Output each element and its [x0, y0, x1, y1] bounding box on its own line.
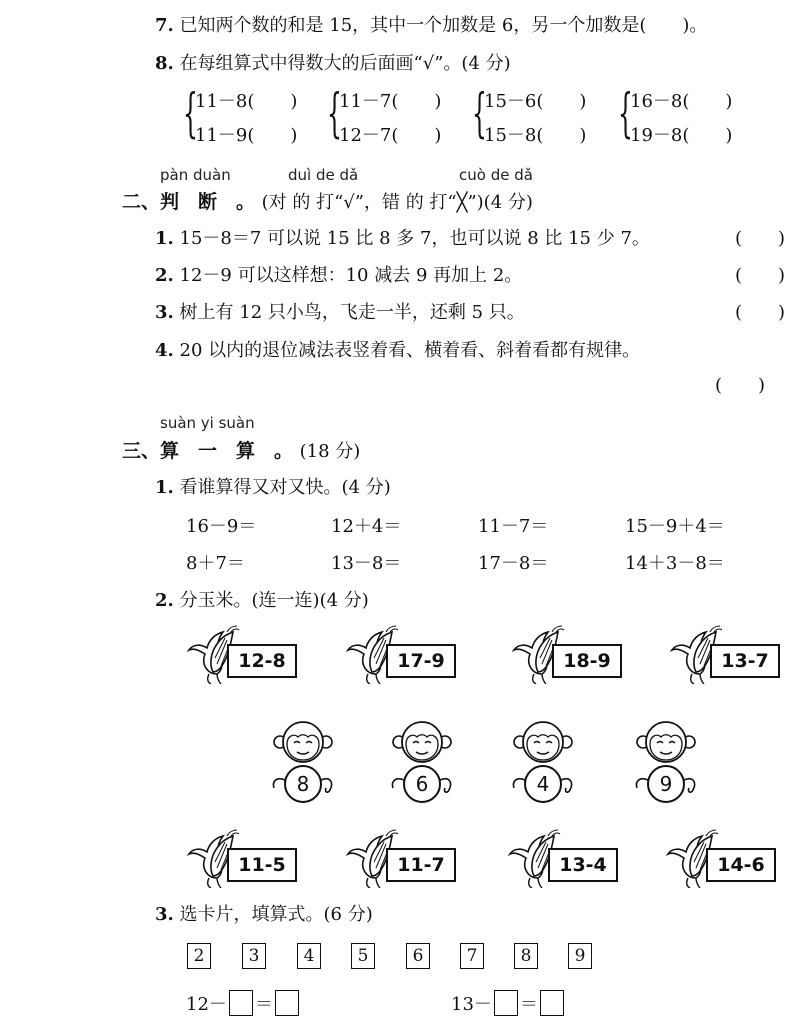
item-number: 4.: [155, 340, 174, 361]
question-number: 2.: [155, 590, 174, 611]
item-text: 树上有 12 只小鸟，飞走一半，还剩 5 只。: [179, 302, 525, 323]
equals-sign: ＝: [519, 994, 538, 1015]
item-number: 1.: [155, 228, 174, 249]
compare-top: 16－8( ): [630, 91, 733, 112]
judge-item-1: [155, 227, 785, 251]
section-title: 三、算 一 算 。: [122, 440, 294, 462]
question-text: 看谁算得又对又快。(4 分): [179, 477, 391, 498]
expression: 11－7＝: [478, 516, 549, 537]
digit-card[interactable]: 4: [297, 943, 321, 969]
answer-blank[interactable]: ( ): [734, 302, 785, 323]
answer-blank[interactable]: ( ): [734, 265, 785, 286]
question-number: 8.: [155, 53, 174, 74]
section-title: 二、判 断 。: [122, 191, 256, 213]
blank-box[interactable]: [494, 990, 518, 1016]
brace-icon: {: [183, 84, 198, 144]
expression: 12＋4＝: [331, 516, 402, 537]
question-8: [155, 52, 511, 76]
pinyin-cuo-de-da: cuò de dǎ: [459, 166, 533, 184]
monkey-number: 9: [659, 772, 673, 796]
question-text: 在每组算式中得数大的后面画“√”。(4 分): [179, 53, 511, 74]
equals-sign: ＝: [254, 994, 273, 1015]
brace-icon: {: [618, 84, 633, 144]
equation-2: [451, 990, 564, 1016]
compare-bottom: 19－8( ): [630, 125, 733, 146]
question-number: 1.: [155, 477, 174, 498]
digit-card[interactable]: 3: [242, 943, 266, 969]
corn-expression-card: 12-8: [227, 644, 297, 678]
judge-item-3: [155, 301, 785, 325]
blank-box[interactable]: [275, 990, 299, 1016]
monkey-number: 6: [415, 772, 429, 796]
section-instructions: (对 的 打“√”，错 的 打“╳”)(4 分): [261, 192, 533, 213]
expression: 8＋7＝: [186, 553, 245, 574]
monkey-number: 8: [296, 772, 310, 796]
section-3-heading: [122, 436, 360, 463]
blank-box[interactable]: [540, 990, 564, 1016]
compare-top: 15－6( ): [484, 91, 587, 112]
pinyin-dui-de-da: duì de dǎ: [288, 166, 359, 184]
compare-bottom: 11－9( ): [195, 125, 298, 146]
digit-card[interactable]: 5: [351, 943, 375, 969]
item-text: 15－8＝7 可以说 15 比 8 多 7，也可以说 8 比 15 少 7。: [179, 228, 650, 249]
corn-expression-card: 11-5: [227, 848, 297, 882]
corn-expression-card: 11-7: [386, 848, 456, 882]
question-text: 选卡片，填算式。(6 分): [179, 904, 373, 925]
judge-item-4-blank[interactable]: ( ): [715, 375, 766, 396]
corn-expression-card: 18-9: [552, 644, 622, 678]
digit-card[interactable]: 2: [187, 943, 211, 969]
digit-card[interactable]: 6: [406, 943, 430, 969]
compare-bottom: 15－8( ): [484, 125, 587, 146]
monkey-number: 4: [536, 772, 550, 796]
item-text: 12－9 可以这样想：10 减去 9 再加上 2。: [179, 265, 523, 286]
equation-1: [186, 990, 299, 1016]
corn-expression-card: 13-4: [548, 848, 618, 882]
pinyin-suan-yi-suan: suàn yi suàn: [160, 414, 255, 432]
equation-left: 12－: [186, 994, 227, 1015]
blank-box[interactable]: [229, 990, 253, 1016]
judge-item-4: [155, 339, 785, 363]
item-number: 2.: [155, 265, 174, 286]
corn-expression-card: 17-9: [386, 644, 456, 678]
digit-card[interactable]: 8: [514, 943, 538, 969]
compare-top: 11－8( ): [195, 91, 298, 112]
expression: 15－9＋4＝: [625, 516, 725, 537]
brace-icon: {: [327, 84, 342, 144]
item-text: 20 以内的退位减法表竖着看、横着看、斜着看都有规律。: [179, 340, 641, 361]
corn-expression-card: 14-6: [706, 848, 776, 882]
question-number: 3.: [155, 904, 174, 925]
item-number: 3.: [155, 302, 174, 323]
expression: 14＋3－8＝: [625, 553, 725, 574]
compare-bottom: 12－7( ): [339, 125, 442, 146]
calc-q3: [155, 903, 373, 927]
question-text: 已知两个数的和是 15，其中一个加数是 6，另一个加数是( )。: [179, 15, 708, 36]
digit-card[interactable]: 7: [460, 943, 484, 969]
compare-top: 11－7( ): [339, 91, 442, 112]
judge-item-2: [155, 264, 785, 288]
question-text: 分玉米。(连一连)(4 分): [179, 590, 369, 611]
calc-q2: [155, 589, 369, 613]
pinyin-pan-duan: pàn duàn: [160, 166, 231, 184]
expression: 17－8＝: [478, 553, 549, 574]
answer-blank[interactable]: ( ): [734, 228, 785, 249]
equation-left: 13－: [451, 994, 492, 1015]
corn-expression-card: 13-7: [710, 644, 780, 678]
brace-icon: {: [472, 84, 487, 144]
question-7: [155, 14, 785, 38]
expression: 13－8＝: [331, 553, 402, 574]
expression: 16－9＝: [186, 516, 257, 537]
question-number: 7.: [155, 15, 174, 36]
section-score: (18 分): [299, 441, 361, 462]
section-2-heading: [122, 187, 533, 214]
digit-card[interactable]: 9: [568, 943, 592, 969]
calc-q1: [155, 476, 391, 500]
